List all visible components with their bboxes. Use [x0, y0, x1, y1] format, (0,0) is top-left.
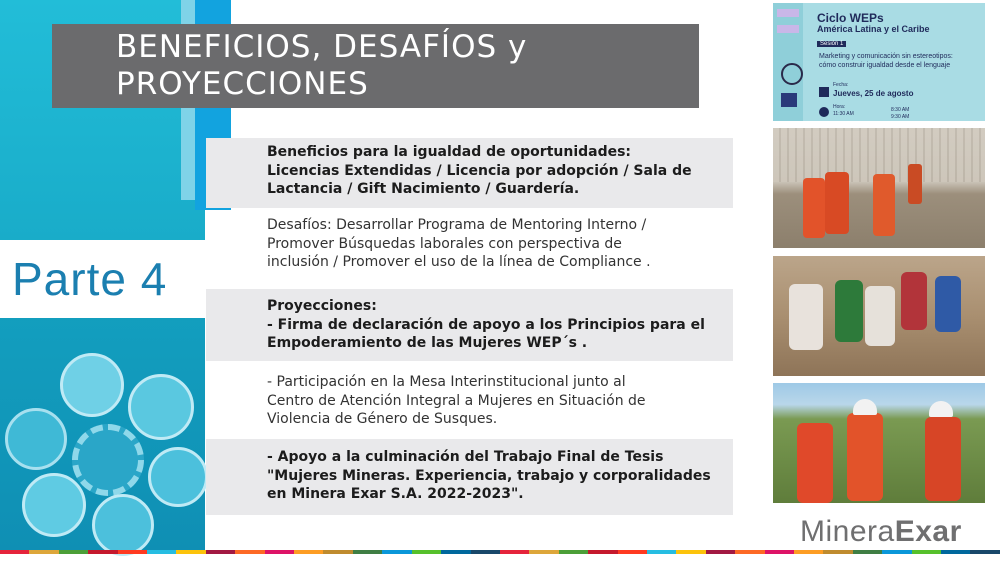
color-strip-segment	[765, 550, 794, 554]
color-strip-segment	[176, 550, 205, 554]
poster-date: Jueves, 25 de agosto	[833, 89, 914, 98]
color-strip-segment	[323, 550, 352, 554]
gear-icon	[72, 424, 144, 496]
text-line: Beneficios para la igualdad de oportunidades:	[267, 144, 632, 160]
mesa-text	[267, 373, 646, 429]
color-strip-segment	[88, 550, 117, 554]
title-line-2: PROYECCIONES	[116, 66, 369, 102]
color-strip	[0, 550, 1000, 554]
color-strip-segment	[882, 550, 911, 554]
color-strip-segment	[235, 550, 264, 554]
projections-text	[267, 297, 705, 353]
challenges-text	[267, 216, 651, 272]
color-strip-segment	[647, 550, 676, 554]
poster-hora-label: Hora:	[833, 104, 846, 110]
text-line: Proyecciones:	[267, 298, 377, 314]
color-strip-segment	[0, 550, 29, 554]
person-circle-icon	[60, 353, 124, 417]
color-strip-segment	[588, 550, 617, 554]
women-walking-photo	[773, 256, 985, 376]
color-strip-segment	[941, 550, 970, 554]
poster-time-3: 9:30 AM	[891, 114, 910, 120]
color-strip-segment	[441, 550, 470, 554]
poster-date-label: Fecha:	[833, 82, 849, 88]
text-line: Lactancia / Gift Nacimiento / Guardería.	[267, 181, 580, 197]
color-strip-segment	[353, 550, 382, 554]
color-strip-segment	[794, 550, 823, 554]
person-circle-icon	[92, 494, 154, 556]
text-line: inclusión / Promover el uso de la línea de Compliance .	[267, 254, 651, 270]
text-line: - Participación en la Mesa Interinstitucional junto al	[267, 374, 626, 390]
person-circle-icon	[148, 447, 208, 507]
thesis-text	[267, 448, 711, 504]
color-strip-segment	[59, 550, 88, 554]
color-strip-segment	[706, 550, 735, 554]
color-strip-segment	[735, 550, 764, 554]
brand-logo	[800, 515, 962, 549]
color-strip-segment	[500, 550, 529, 554]
brand-light: Minera	[800, 515, 895, 548]
color-strip-segment	[118, 550, 147, 554]
text-line: "Mujeres Mineras. Experiencia, trabajo y corporalidades	[267, 467, 711, 484]
text-line: - Firma de declaración de apoyo a los Principios para el	[267, 316, 705, 333]
color-strip-segment	[853, 550, 882, 554]
page-title	[116, 29, 676, 103]
poster-title: Ciclo WEPs	[817, 11, 884, 25]
person-circle-icon	[128, 374, 194, 440]
color-strip-segment	[294, 550, 323, 554]
color-strip-segment	[382, 550, 411, 554]
text-line: Empoderamiento de las Mujeres WEP´s .	[267, 335, 588, 351]
color-strip-segment	[912, 550, 941, 554]
section-label: Parte 4	[12, 253, 168, 305]
color-strip-segment	[618, 550, 647, 554]
text-line: Violencia de Género de Susques.	[267, 411, 498, 427]
weps-poster	[773, 3, 985, 121]
color-strip-segment	[559, 550, 588, 554]
workers-photo	[773, 128, 985, 248]
person-circle-icon	[5, 408, 67, 470]
color-strip-segment	[147, 550, 176, 554]
color-strip-segment	[412, 550, 441, 554]
text-line: - Apoyo a la culminación del Trabajo Final de Tesis	[267, 449, 664, 465]
text-line: Licencias Extendidas / Licencia por adopción / Sala de	[267, 162, 692, 179]
brand-bold: Exar	[894, 515, 962, 548]
text-line: Promover Búsquedas laborales con perspectiva de	[267, 235, 622, 252]
color-strip-segment	[529, 550, 558, 554]
title-line-1: BENEFICIOS, DESAFÍOS y	[116, 29, 528, 65]
clock-icon	[819, 107, 829, 117]
text-line: en Minera Exar S.A. 2022-2023".	[267, 486, 524, 502]
text-line: Desafíos: Desarrollar Programa de Mentoring Interno /	[267, 217, 647, 233]
color-strip-segment	[29, 550, 58, 554]
color-strip-segment	[676, 550, 705, 554]
poster-subtitle: América Latina y el Caribe	[817, 24, 930, 34]
poster-session: Sesión 1	[817, 41, 846, 47]
color-strip-segment	[823, 550, 852, 554]
color-strip-segment	[265, 550, 294, 554]
text-line: Centro de Atención Integral a Mujeres en Situación de	[267, 392, 646, 409]
poster-time-2: 8:30 AM	[891, 107, 910, 113]
color-strip-segment	[206, 550, 235, 554]
poster-time-1: 11:30 AM	[833, 111, 854, 117]
poster-topic-line1: Marketing y comunicación sin estereotipos:	[819, 53, 953, 60]
field-workers-photo	[773, 383, 985, 503]
color-strip-segment	[471, 550, 500, 554]
person-circle-icon	[22, 473, 86, 537]
poster-topic-line2: cómo construir igualdad desde el lenguaje	[819, 62, 951, 69]
benefits-text	[267, 143, 692, 199]
calendar-icon	[819, 87, 829, 97]
color-strip-segment	[970, 550, 999, 554]
